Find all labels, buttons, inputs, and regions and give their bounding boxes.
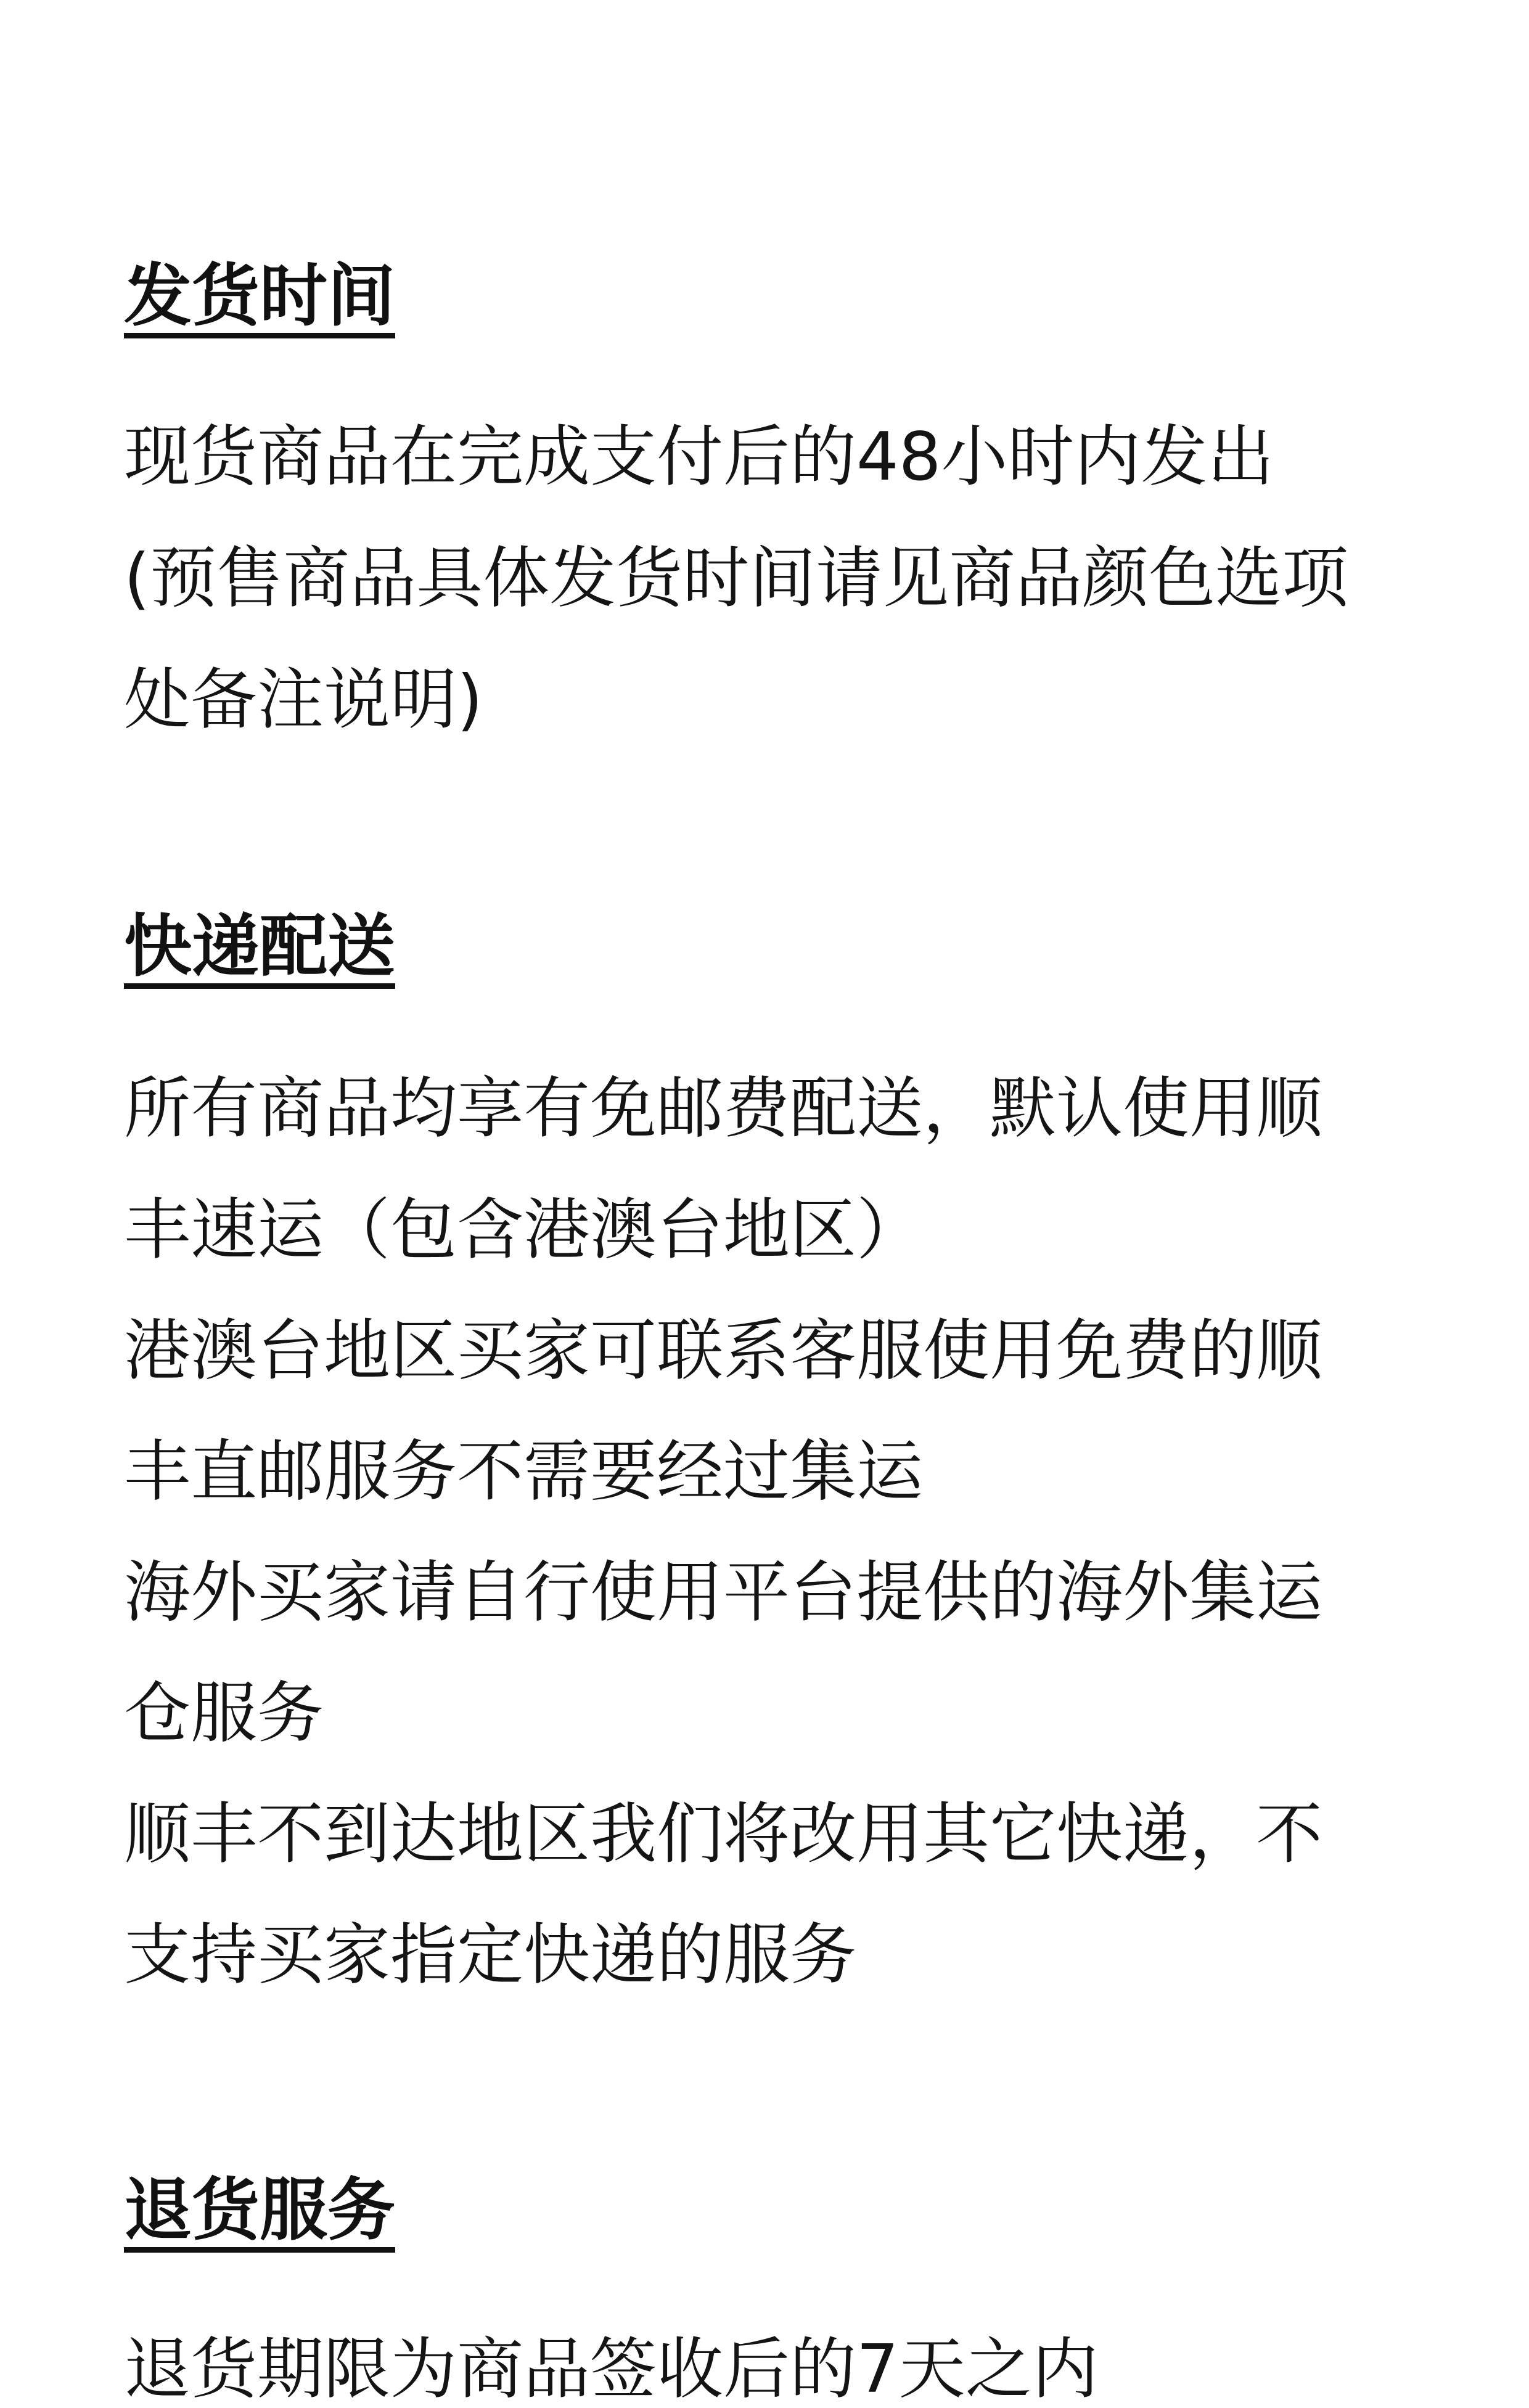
paragraph-line: 丰直邮服务不需要经过集运 <box>124 1433 924 1510</box>
paragraph-line: 处备注说明) <box>124 661 483 739</box>
section-heading-return-service: 退货服务 <box>124 2171 395 2250</box>
paragraph-line: (预售商品具体发货时间请见商品颜色选项 <box>124 540 1349 617</box>
paragraph-line: 丰速运（包含港澳台地区） <box>124 1192 924 1269</box>
section-heading-express-delivery: 快递配送 <box>124 907 395 986</box>
section-heading-shipping-time: 发货时间 <box>124 256 395 335</box>
paragraph-line: 现货商品在完成支付后的48小时内发出 <box>124 419 1274 496</box>
paragraph-line: 顺丰不到达地区我们将改用其它快递，不 <box>124 1796 1323 1873</box>
paragraph-line: 海外买家请自行使用平台提供的海外集运 <box>124 1554 1323 1631</box>
paragraph-line: 港澳台地区买家可联系客服使用免费的顺 <box>124 1313 1323 1390</box>
paragraph-line: 支持买家指定快递的服务 <box>124 1917 857 1994</box>
paragraph-line: 所有商品均享有免邮费配送，默认使用顺 <box>124 1070 1323 1147</box>
paragraph-line: 仓服务 <box>124 1675 324 1752</box>
paragraph-line: 退货期限为商品签收后的7天之内 <box>124 2331 1099 2408</box>
